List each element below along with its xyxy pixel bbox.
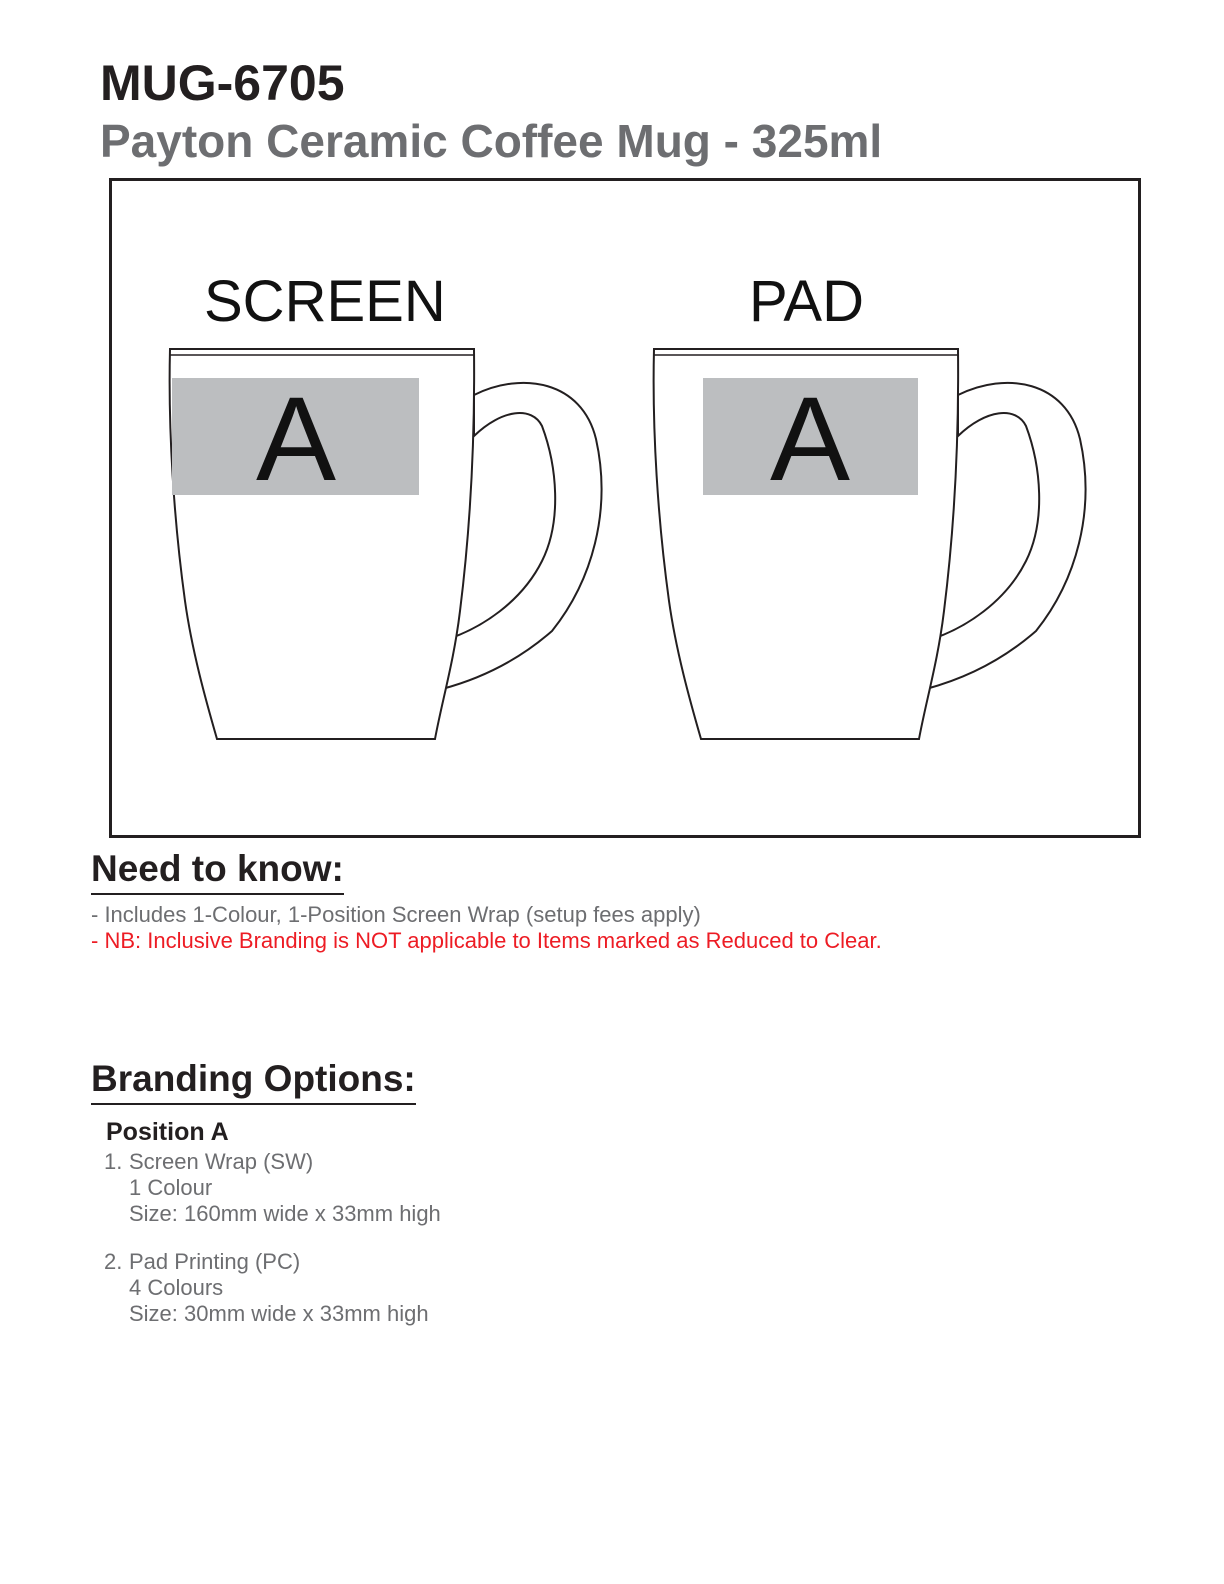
branding-options-heading: Branding Options: (91, 1060, 416, 1105)
need-to-know-heading: Need to know: (91, 850, 344, 895)
product-name: Payton Ceramic Coffee Mug - 325ml (100, 115, 883, 167)
product-code: MUG-6705 (100, 55, 345, 111)
option-method: Pad Printing (PC) (129, 1249, 301, 1274)
pad-position-letter: A (769, 372, 851, 506)
option-size: Size: 160mm wide x 33mm high (129, 1201, 441, 1226)
screen-mug (170, 269, 602, 739)
option-size: Size: 30mm wide x 33mm high (129, 1301, 429, 1326)
option-number: 2. (104, 1249, 123, 1274)
pad-mug (654, 269, 1086, 739)
pad-mug-label: PAD (749, 269, 864, 334)
option-colours: 1 Colour (129, 1175, 213, 1200)
option-number: 1. (104, 1149, 123, 1174)
screen-mug-label: SCREEN (204, 269, 446, 334)
note-inclusions: - Includes 1-Colour, 1-Position Screen Wrap (setup fees apply) (91, 902, 701, 927)
note-reduced-to-clear-warning: - NB: Inclusive Branding is NOT applicable to Items marked as Reduced to Clear. (91, 928, 882, 953)
option-method: Screen Wrap (SW) (129, 1149, 314, 1174)
option-colours: 4 Colours (129, 1275, 224, 1300)
branding-option-pad-printing (104, 1249, 429, 1327)
branding-diagram (109, 178, 1141, 838)
branding-option-screen-wrap (104, 1149, 441, 1227)
screen-position-letter: A (255, 372, 337, 506)
mug-illustration (112, 181, 1138, 835)
position-a-title: Position A (106, 1118, 229, 1146)
